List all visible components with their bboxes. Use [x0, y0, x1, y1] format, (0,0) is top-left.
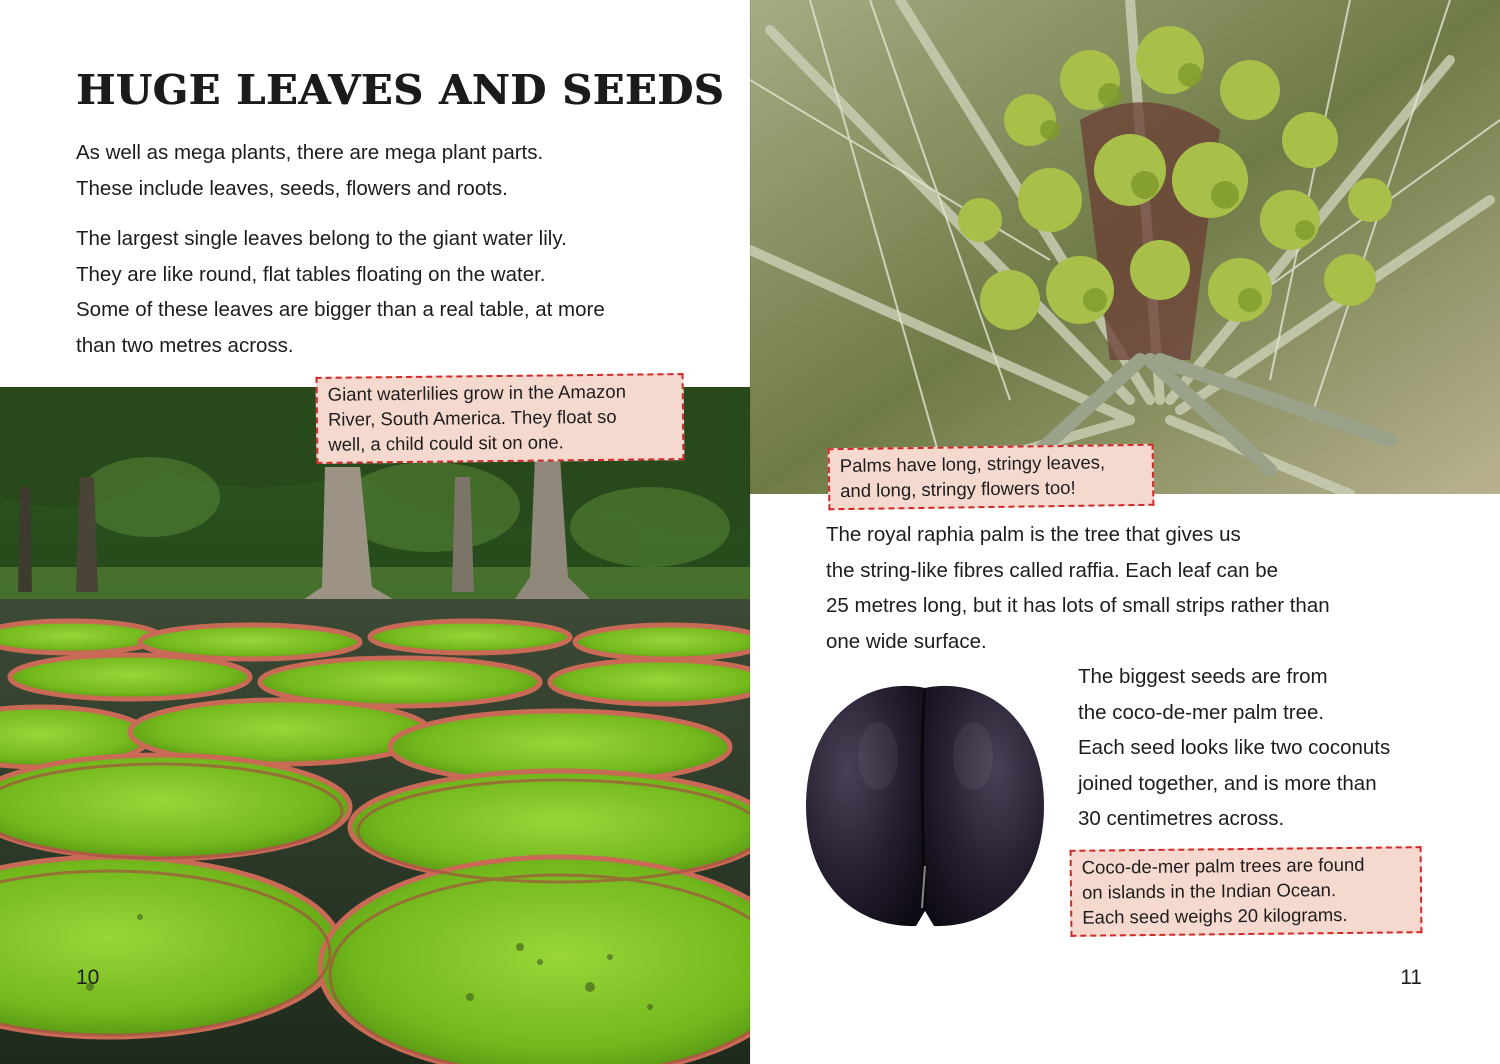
water-lily-paragraph [76, 221, 716, 363]
intro-paragraph [76, 135, 716, 206]
page-number-right: 11 [1400, 966, 1422, 989]
raphia-palm-paragraph [826, 517, 1446, 659]
text-line: joined together, and is more than [1078, 771, 1377, 795]
palm-caption [828, 444, 1155, 511]
text-line: They are like round, flat tables floating on the water. [76, 262, 546, 286]
caption-line: and long, stringy flowers too! [840, 476, 1076, 502]
caption-line: Each seed weighs 20 kilograms. [1082, 903, 1348, 928]
caption-line: Coco-de-mer palm trees are found [1081, 853, 1365, 878]
text-line: the string-like fibres called raffia. Each leaf can be [826, 558, 1279, 582]
coco-de-mer-seed-photo [798, 676, 1053, 936]
text-line: As well as mega plants, there are mega plant parts. [76, 141, 544, 164]
caption-line: Palms have long, stringy leaves, [839, 451, 1106, 477]
text-line: The largest single leaves belong to the giant water lily. [76, 227, 567, 250]
text-line: the coco-de-mer palm tree. [1078, 700, 1325, 724]
caption-line: Giant waterlilies grow in the Amazon [327, 380, 627, 405]
text-line: than two metres across. [76, 333, 294, 357]
coco-de-mer-caption [1070, 846, 1423, 937]
page-number-left: 10 [76, 966, 100, 989]
page-title: HUGE LEAVES AND SEEDS [76, 66, 725, 114]
right-page [750, 0, 1500, 1064]
caption-line: River, South America. They float so [327, 405, 617, 430]
text-line: The biggest seeds are from [1078, 665, 1328, 688]
text-line: 30 centimetres across. [1078, 807, 1285, 830]
raphia-palm-photo [750, 0, 1500, 494]
caption-line: well, a child could sit on one. [328, 431, 564, 455]
text-line: Each seed looks like two coconuts [1078, 736, 1391, 759]
coco-de-mer-paragraph [1078, 659, 1458, 837]
page-gutter [749, 0, 751, 1064]
text-line: These include leaves, seeds, flowers and roots. [76, 176, 508, 200]
caption-line: on islands in the Indian Ocean. [1081, 879, 1337, 903]
text-line: one wide surface. [826, 629, 987, 653]
giant-water-lily-photo [0, 387, 750, 1064]
text-line: Some of these leaves are bigger than a real table, at more [76, 298, 605, 321]
water-lily-caption [316, 373, 685, 464]
text-line: 25 metres long, but it has lots of small strips rather than [826, 594, 1330, 617]
text-line: The royal raphia palm is the tree that gives us [826, 523, 1241, 546]
